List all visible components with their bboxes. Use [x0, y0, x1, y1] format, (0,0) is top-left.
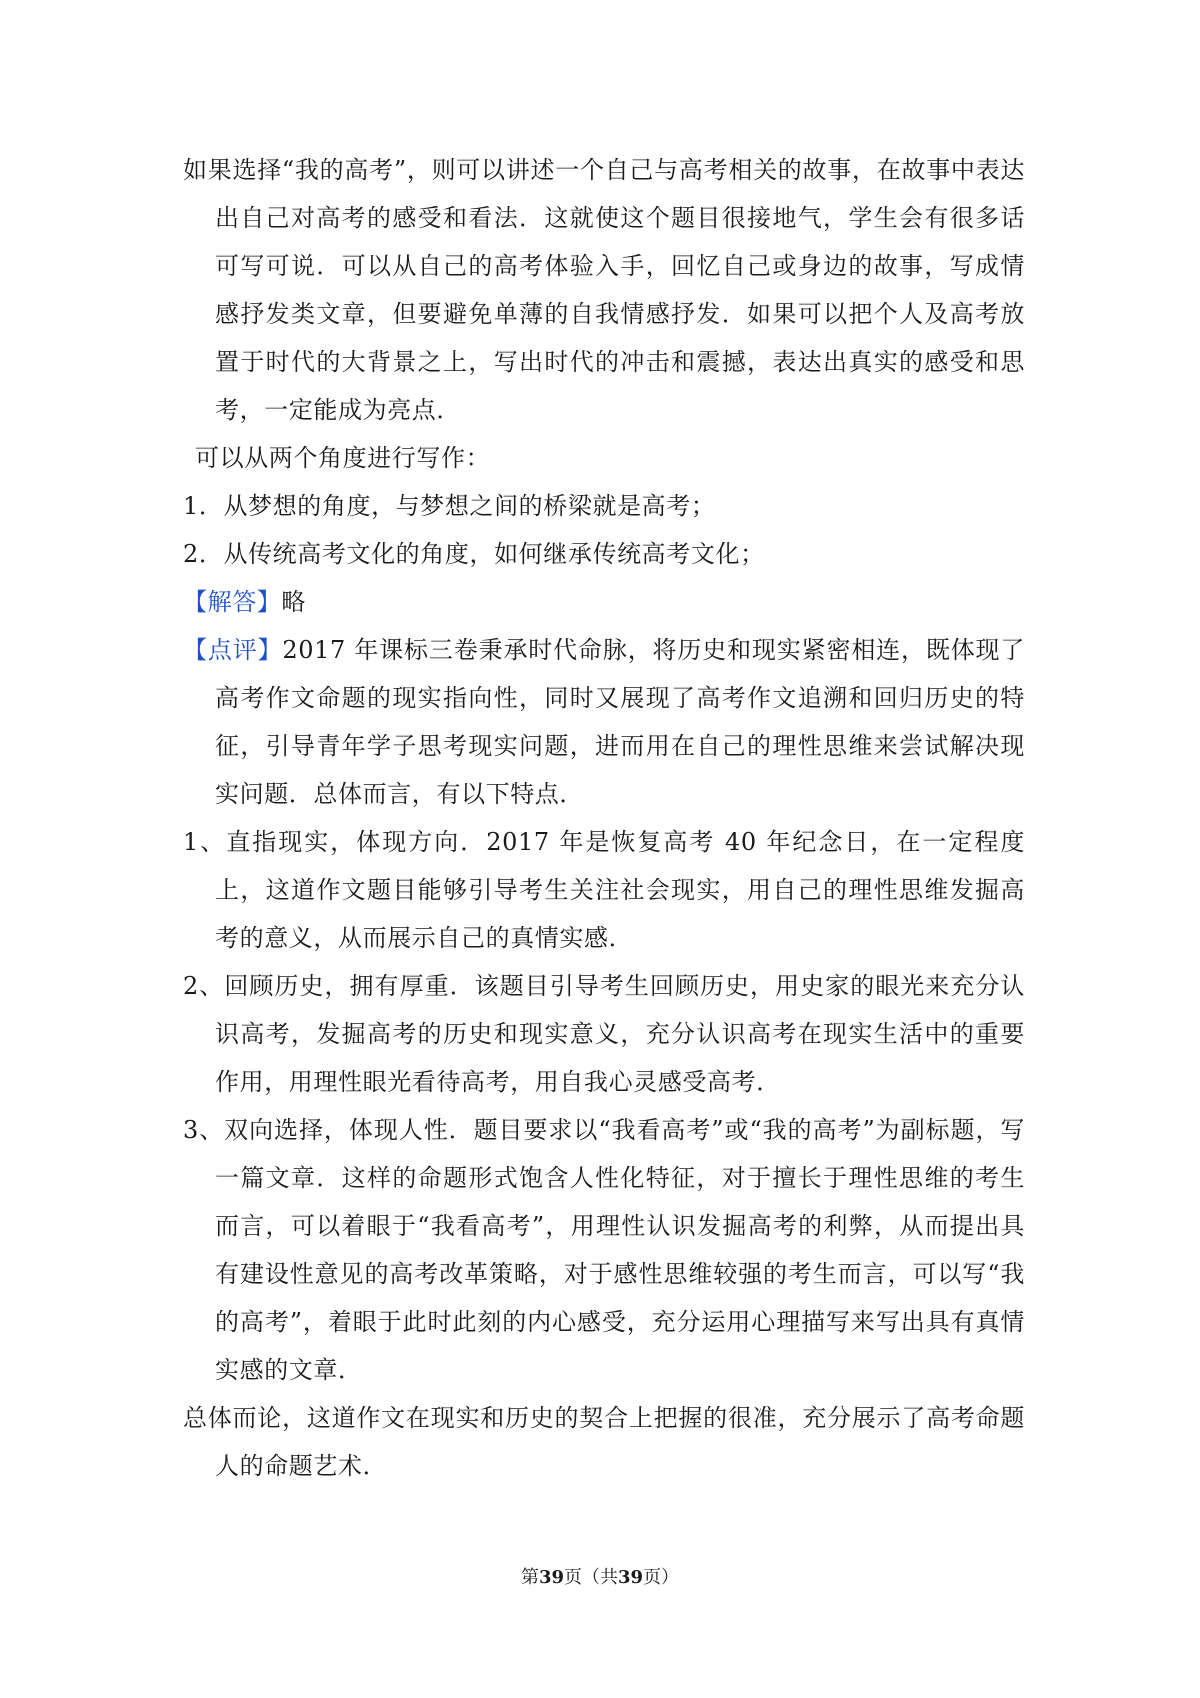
- comment-tag: 【点评】: [183, 636, 283, 664]
- footer-middle: 页（共: [564, 1567, 618, 1588]
- paragraph-two-angles: 可以从两个角度进行写作：: [195, 444, 491, 472]
- list-item-angle-1: 1．从梦想的角度，与梦想之间的桥梁就是高考；: [183, 492, 716, 520]
- feature-item-3: 3、双向选择，体现人性．题目要求以“我看高考”或“我的高考”为副标题，写一篇文章．这样的命题形式饱含人性化特征，对于擅长于理性思维的考生而言，可以着眼于“我看高考”，用理性认识发掘高考的利弊，从而提出具有建设性意见的高考改革策略，对于感性思维较强的考生而言，可以写“我的高考”，着眼于此时此刻的内心感受，充分运用心理描写来写出具有真情实感的文章．: [183, 1116, 1025, 1384]
- page-footer: [0, 1566, 1200, 1590]
- document-body: [183, 146, 1025, 1490]
- feature-item-1: 1、直指现实，体现方向．2017 年是恢复高考 40 年纪念日，在一定程度上，这道作文题目能够引导考生关注社会现实，用自己的理性思维发掘高考的意义，从而展示自己的真情实感．: [183, 828, 1025, 952]
- footer-suffix: 页）: [643, 1567, 680, 1588]
- answer-tag: 【解答】: [183, 588, 282, 616]
- footer-page-number: 39: [538, 1567, 564, 1588]
- paragraph-my-gaokao: 如果选择“我的高考”，则可以讲述一个自己与高考相关的故事，在故事中表达出自己对高考的感受和看法．这就使这个题目很接地气，学生会有很多话可写可说．可以从自己的高考体验入手，回忆自己或身边的故事，写成情感抒发类文章，但要避免单薄的自我情感抒发．如果可以把个人及高考放置于时代的大背景之上，写出时代的冲击和震撼，表达出真实的感受和思考，一定能成为亮点．: [183, 156, 1025, 424]
- comment-text: 2017 年课标三卷秉承时代命脉，将历史和现实紧密相连，既体现了高考作文命题的现实指向性，同时又展现了高考作文追溯和回归历史的特征，引导青年学子思考现实问题，进而用在自己的理性思维来尝试解决现实问题．总体而言，有以下特点．: [215, 636, 1026, 808]
- answer-text: 略: [281, 588, 307, 616]
- footer-prefix: 第: [520, 1567, 539, 1588]
- list-item-angle-2: 2．从传统高考文化的角度，如何继承传统高考文化；: [183, 540, 765, 568]
- conclusion-paragraph: 总体而论，这道作文在现实和历史的契合上把握的很准，充分展示了高考命题人的命题艺术．: [183, 1404, 1025, 1480]
- answer-section: [183, 578, 1025, 626]
- comment-section: [183, 626, 1025, 818]
- feature-item-2: 2、回顾历史，拥有厚重．该题目引导考生回顾历史，用史家的眼光来充分认识高考，发掘高考的历史和现实意义，充分认识高考在现实生活中的重要作用，用理性眼光看待高考，用自我心灵感受高考．: [183, 972, 1025, 1096]
- footer-total-pages: 39: [618, 1567, 644, 1588]
